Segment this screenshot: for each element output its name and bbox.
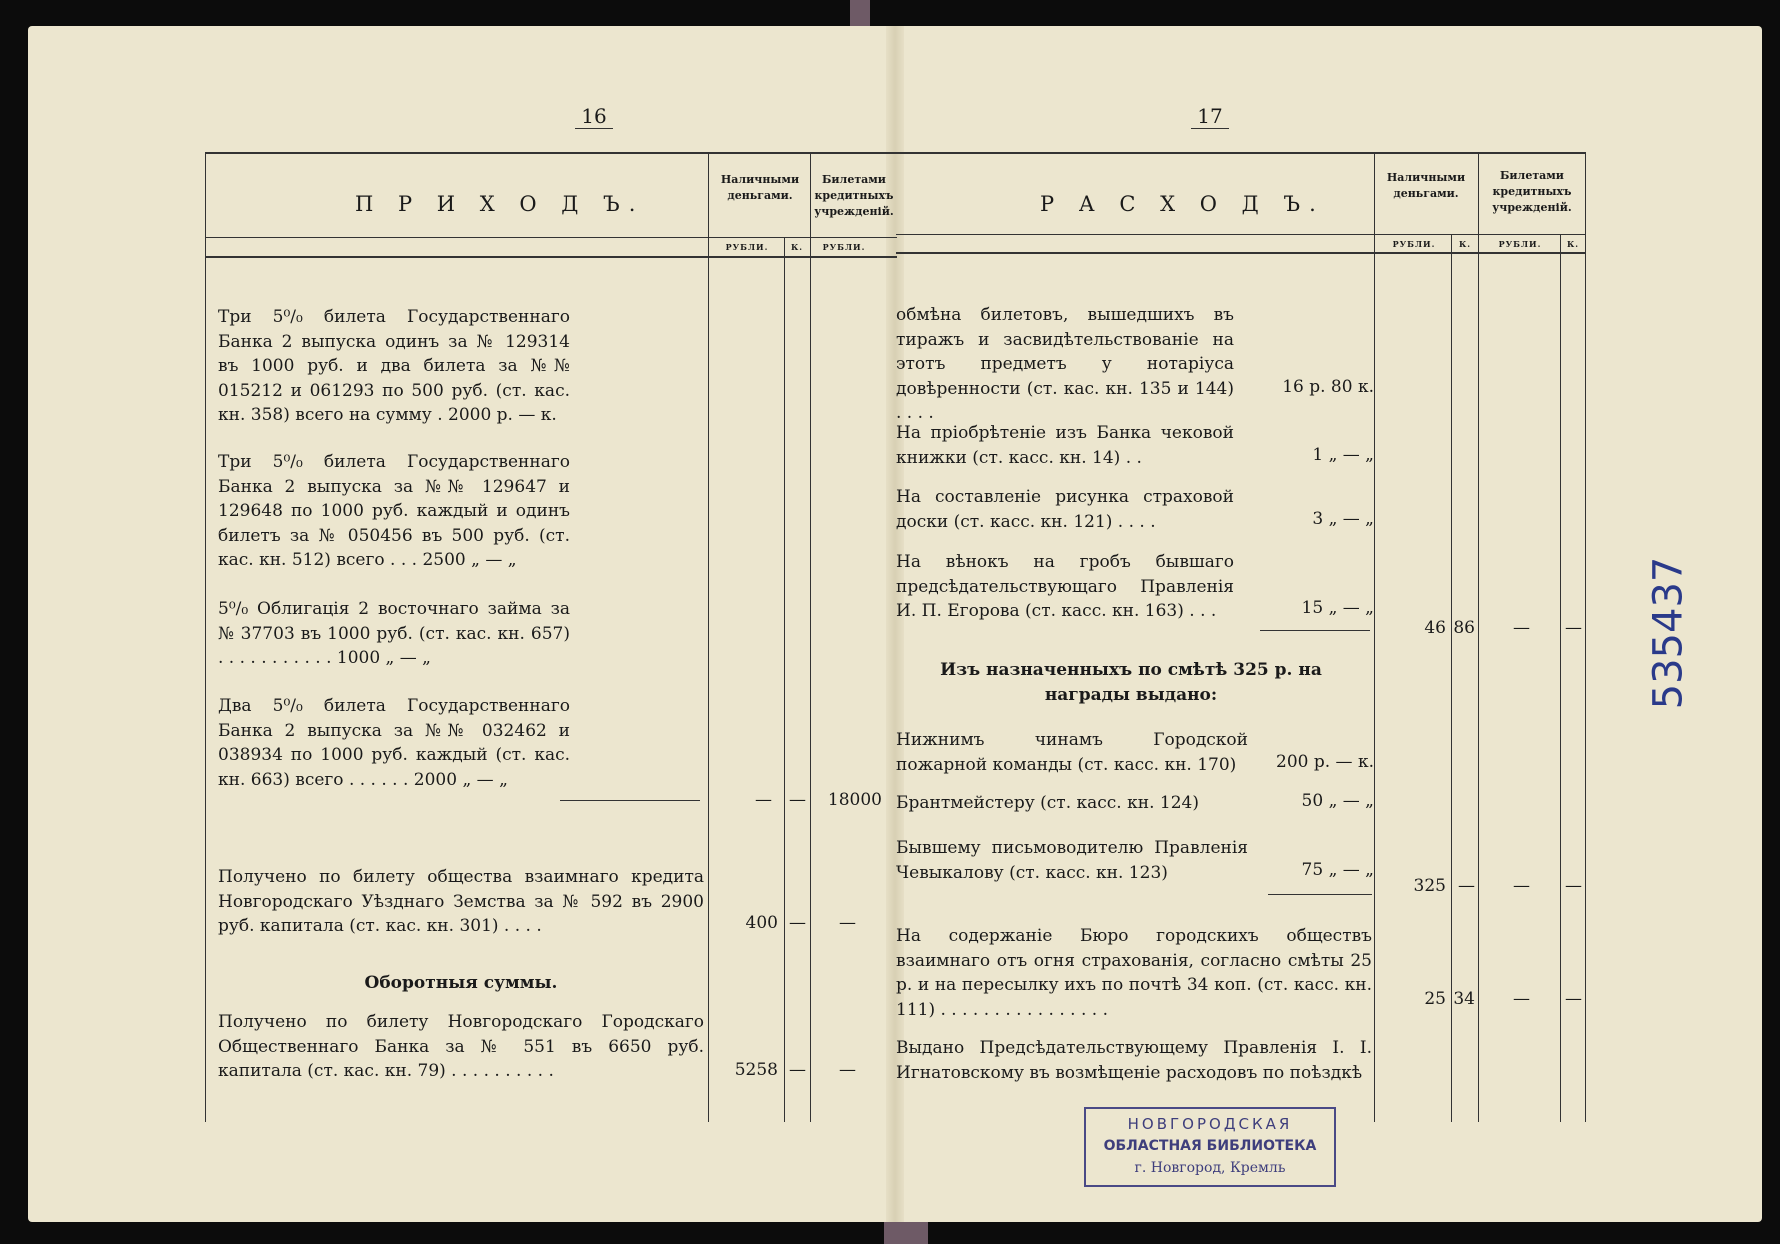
right-col-credit-header: Билетами кредитныхъ учрежденій. — [1492, 169, 1572, 214]
right-header-bottom-rule — [896, 252, 1586, 254]
left-header-subrule — [205, 237, 897, 238]
left-sub-kopeks: К. — [790, 242, 804, 252]
right-entry-1: обмѣна билетовъ, вышедшихъ въ тиражъ и засвидѣтельствованіе на этотъ предметъ у нотаріуса довѣренности (ст. кас. кн. 135 и 144) . . . . — [896, 305, 1234, 423]
left-table-edge — [205, 152, 206, 1122]
right-entry-6-amount: 50 „ — „ — [1301, 791, 1374, 811]
left-amount-cash-3: 5258 — [734, 1060, 778, 1080]
right-col-cash-header: Наличными деньгами. — [1386, 171, 1466, 200]
right-entry-2-amount: 1 „ — „ — [1312, 445, 1374, 465]
left-amount-credit-3: — — [839, 1060, 856, 1080]
right-sub-rubles: РУБЛИ. — [1392, 239, 1436, 249]
left-sub-rubles-credit: РУБЛИ. — [822, 242, 866, 252]
right-credit-kop-divider — [1560, 234, 1561, 1122]
left-amount-credit-1: 18000 — [827, 790, 882, 810]
right-entry-2: На пріобрѣтеніе изъ Банка чековой книжки (ст. касс. кн. 14) . . — [896, 423, 1234, 468]
right-entry-7-amount: 75 „ — „ — [1301, 860, 1374, 880]
page-number-right: 17 — [1180, 104, 1240, 128]
right-total-1-rub: 46 — [1424, 618, 1446, 638]
right-entry-6: Брантмейстеру (ст. касс. кн. 124) — [896, 793, 1199, 813]
right-entry-4: На вѣнокъ на гробъ бывшаго предсѣдательствующаго Правленія И. П. Егорова (ст. касс. кн. 163) . . . — [896, 552, 1234, 621]
right-header-subrule — [896, 234, 1586, 235]
right-section-heading: Изъ назначенныхъ по смѣтѣ 325 р. на награды выдано: — [940, 660, 1322, 705]
left-entry-4: Два 5⁰/₀ билета Государственнаго Банка 2 выпуска за №№ 032462 и 038934 по 1000 руб. каждый (ст. кас. кн. 663) всего . . . . . . 2000 „ — „ — [218, 696, 570, 790]
right-total-3-c1: — — [1513, 989, 1530, 1009]
left-kop-divider — [784, 237, 785, 1122]
right-table-title: Р А С Х О Д Ъ. — [1040, 192, 1325, 216]
left-table-title: П Р И Х О Д Ъ. — [355, 192, 645, 216]
right-subtotal-rule-2 — [1268, 894, 1372, 895]
shelf-mark-number: 535437 — [1645, 556, 1692, 710]
left-credit-divider — [810, 152, 811, 1122]
left-entry-6: Получено по билету Новгородскаго Городскаго Общественнаго Банка за № 551 въ 6650 руб. капитала (ст. кас. кн. 79) . . . . . . . . . . — [218, 1012, 704, 1081]
right-total-1-kop: 86 — [1453, 618, 1475, 638]
right-col-divider — [1374, 152, 1375, 1122]
right-subtotal-rule-1 — [1260, 630, 1370, 631]
right-entry-4-amount: 15 „ — „ — [1301, 598, 1374, 618]
right-sub-kopeks-credit: К. — [1566, 239, 1580, 249]
left-entry-3: 5⁰/₀ Облигація 2 восточнаго займа за № 37703 въ 1000 руб. (ст. кас. кн. 657) . . . . . . . . . . . 1000 „ — „ — [218, 599, 570, 668]
left-col-cash-header: Наличными деньгами. — [720, 173, 800, 202]
left-amount-cashk-3: — — [789, 1060, 806, 1080]
right-total-3-kop: 34 — [1453, 989, 1475, 1009]
right-table-edge — [1585, 152, 1586, 1122]
right-kop-divider — [1451, 234, 1452, 1122]
right-entry-9: Выдано Предсѣдательствующему Правленія I. I. Игнатовскому въ возмѣщеніе расходовъ по поѣздкѣ — [896, 1038, 1372, 1083]
right-credit-divider — [1478, 152, 1479, 1122]
right-total-1-c1: — — [1513, 618, 1530, 638]
left-amount-credit-2: — — [839, 913, 856, 933]
ribbon-top — [850, 0, 870, 26]
left-entry-1: Три 5⁰/₀ билета Государственнаго Банка 2 выпуска одинъ за № 129314 въ 1000 руб. и два билета за №№ 015212 и 061293 по 500 руб. (ст. кас. кн. 358) всего на сумму . 2000 р. — к. — [218, 307, 570, 425]
left-entry-5: Получено по билету общества взаимнаго кредита Новгородскаго Уѣзднаго Земства за № 592 въ 2900 руб. капитала (ст. кас. кн. 301) . . . . — [218, 867, 704, 936]
right-entry-5-amount: 200 р. — к. — [1276, 752, 1374, 772]
right-total-3-c2: — — [1565, 989, 1582, 1009]
right-table-top-rule — [896, 152, 1586, 154]
right-sub-kopeks: К. — [1458, 239, 1472, 249]
right-total-2-rub: 325 — [1413, 876, 1446, 896]
left-header-bottom-rule — [205, 256, 897, 258]
right-total-2-kop: — — [1458, 876, 1475, 896]
stamp-line-1: НОВГОРОДСКАЯ — [1127, 1115, 1293, 1133]
right-entry-3-amount: 3 „ — „ — [1312, 509, 1374, 529]
page-number-left: 16 — [564, 104, 624, 128]
left-subtotal-rule — [560, 800, 700, 801]
right-entry-7: Бывшему письмоводителю Правленія Чевыкалову (ст. касс. кн. 123) — [896, 838, 1248, 883]
library-stamp — [1084, 1107, 1336, 1187]
left-section-heading: Оборотныя суммы. — [364, 973, 558, 993]
right-sub-rubles-credit: РУБЛИ. — [1498, 239, 1542, 249]
left-amount-cashk-1: — — [789, 790, 806, 810]
right-total-3-rub: 25 — [1424, 989, 1446, 1009]
left-amount-cashk-2: — — [789, 913, 806, 933]
left-entry-2: Три 5⁰/₀ билета Государственнаго Банка 2 выпуска за №№ 129647 и 129648 по 1000 руб. каждый и одинъ билетъ за № 050456 въ 500 руб. (ст. кас. кн. 512) всего . . . 2500 „ — „ — [218, 452, 570, 570]
stamp-line-3: г. Новгород, Кремль — [1134, 1160, 1286, 1176]
right-entry-8: На содержаніе Бюро городскихъ обществъ взаимнаго отъ огня страхованія, согласно смѣты 25 р. и на пересылку ихъ по почтѣ 34 коп. (ст. касс. кн. 111) . . . . . . . . . . . . . . . . — [896, 926, 1372, 1020]
right-total-2-c2: — — [1565, 876, 1582, 896]
right-total-2-c1: — — [1513, 876, 1530, 896]
stamp-line-2: ОБЛАСТНАЯ БИБЛИОТЕКА — [1103, 1138, 1317, 1154]
right-entry-3: На составленіе рисунка страховой доски (ст. касс. кн. 121) . . . . — [896, 487, 1234, 532]
left-col-credit-header: Билетами кредитныхъ учрежденій. — [814, 173, 894, 218]
handwritten-shelf-mark — [1622, 540, 1722, 720]
right-entry-1-amount: 16 р. 80 к. — [1282, 377, 1374, 397]
right-entry-5: Нижнимъ чинамъ Городской пожарной команды (ст. касс. кн. 170) — [896, 730, 1248, 775]
left-sub-rubles: РУБЛИ. — [725, 242, 769, 252]
ribbon-bottom — [884, 1222, 928, 1244]
left-amount-cash-2: 400 — [745, 913, 778, 933]
right-total-1-c2: — — [1565, 618, 1582, 638]
left-col-divider — [708, 152, 709, 1122]
left-amount-cash-1: — — [755, 790, 772, 810]
left-table-top-rule — [205, 152, 897, 154]
